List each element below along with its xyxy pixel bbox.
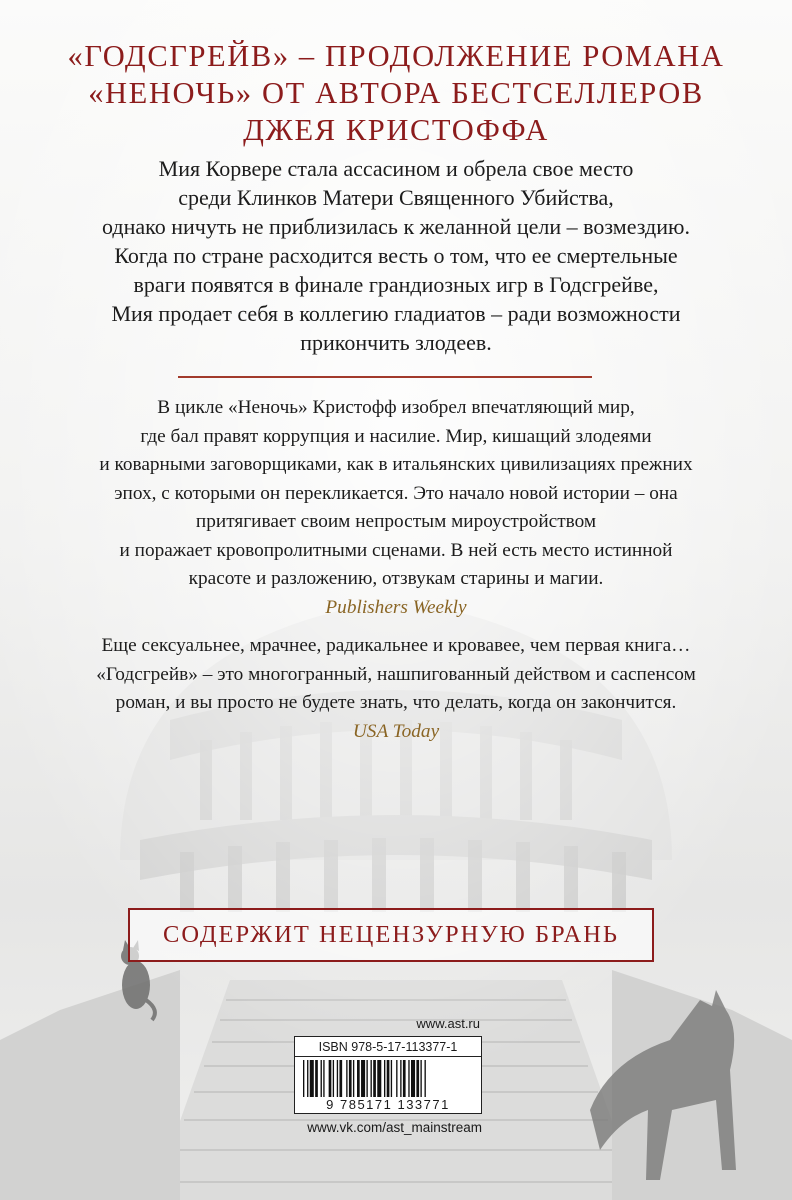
synopsis-line: Мия продает себя в коллегию гладиатов – ради возможности [111, 301, 681, 326]
synopsis-line: Мия Корвере стала ассасином и обрела свое место [158, 156, 634, 181]
barcode-bar [371, 1060, 372, 1098]
website-link[interactable]: www.ast.ru [416, 1016, 480, 1031]
isbn-label: ISBN 978-5-17-113377-1 [294, 1036, 482, 1057]
barcode-bar [377, 1060, 381, 1098]
content-warning-box [128, 908, 654, 962]
barcode-bar [425, 1060, 426, 1098]
barcode-bar [323, 1060, 324, 1098]
barcode-bar [396, 1060, 397, 1098]
barcode-bar [387, 1060, 390, 1098]
barcode-bar [391, 1060, 392, 1098]
divider [178, 376, 592, 378]
content-warning-text: СОДЕРЖИТ НЕЦЕНЗУРНУЮ БРАНЬ [163, 921, 619, 948]
barcode-bar [310, 1060, 314, 1098]
barcode-bar [353, 1060, 354, 1098]
synopsis-line: Когда по стране расходится весть о том, что ее смертельные [114, 243, 678, 268]
barcode-bar [329, 1060, 332, 1098]
barcode-bar [361, 1060, 365, 1098]
barcode-bar [321, 1060, 322, 1098]
synopsis-line: враги появятся в финале грандиозных игр в Годсгрейве, [133, 272, 659, 297]
headline-line: «ГОДСГРЕЙВ» – ПРОДОЛЖЕНИЕ РОМАНА [67, 39, 725, 73]
review-source: USA Today [352, 720, 440, 742]
barcode-bar [357, 1060, 360, 1098]
synopsis-line: среди Клинков Матери Священного Убийства, [178, 185, 614, 210]
barcode-bar [408, 1060, 409, 1098]
barcode-bar [420, 1060, 421, 1098]
barcode [294, 1057, 482, 1114]
barcode-bar [315, 1060, 318, 1098]
review-source: Publishers Weekly [325, 596, 467, 618]
synopsis [40, 154, 752, 357]
synopsis-line: однако ничуть не приблизилась к желанной цели – возмездию. [102, 214, 690, 239]
review-line: красоте и разложению, отзвукам старины и магии. [188, 568, 604, 589]
barcode-bar [403, 1060, 406, 1098]
barcode-bar [346, 1060, 347, 1098]
review-line: и коварными заговорщиками, как в итальянских цивилизациях прежних [99, 454, 693, 475]
review-publishers-weekly [40, 394, 752, 622]
headline-line: «НЕНОЧЬ» ОТ АВТОРА БЕСТСЕЛЛЕРОВ [88, 76, 704, 110]
headline [0, 38, 792, 149]
barcode-bar [373, 1060, 376, 1098]
barcode-bar [307, 1060, 308, 1098]
review-line: где бал правят коррупция и насилие. Мир, кишащий злодеями [140, 425, 652, 447]
review-line: «Годсгрейв» – это многогранный, нашпигованный действом и саспенсом [96, 663, 696, 685]
review-line: притягивает своим непростым мироустройством [195, 511, 597, 532]
barcode-block [294, 1016, 482, 1135]
synopsis-line: прикончить злодеев. [300, 330, 492, 355]
barcode-bar [349, 1060, 352, 1098]
barcode-bar [337, 1060, 338, 1098]
headline-line: ДЖЕЯ КРИСТОФФА [243, 113, 549, 147]
barcode-bar [411, 1060, 415, 1098]
barcode-bar [366, 1060, 367, 1098]
barcode-bar [400, 1060, 401, 1098]
review-line: и поражает кровопролитными сценами. В ней есть место истинной [119, 539, 673, 561]
barcode-bar [384, 1060, 385, 1098]
review-line: роман, и вы просто не будете знать, что делать, когда он закончится. [115, 692, 677, 713]
barcode-bar [303, 1060, 304, 1098]
review-line: эпох, с которыми он перекликается. Это начало новой истории – она [114, 482, 678, 504]
vk-link[interactable]: www.vk.com/ast_mainstream [307, 1120, 482, 1135]
barcode-bar [333, 1060, 334, 1098]
review-line: Еще сексуальнее, мрачнее, радикальнее и кровавее, чем первая книга… [101, 635, 691, 656]
review-usa-today [40, 632, 752, 746]
barcode-bar [416, 1060, 419, 1098]
barcode-bar [339, 1060, 342, 1098]
barcode-digits: 9 785171 133771 [295, 1097, 481, 1112]
review-line: В цикле «Неночь» Кристофф изобрел впечатляющий мир, [157, 397, 635, 418]
